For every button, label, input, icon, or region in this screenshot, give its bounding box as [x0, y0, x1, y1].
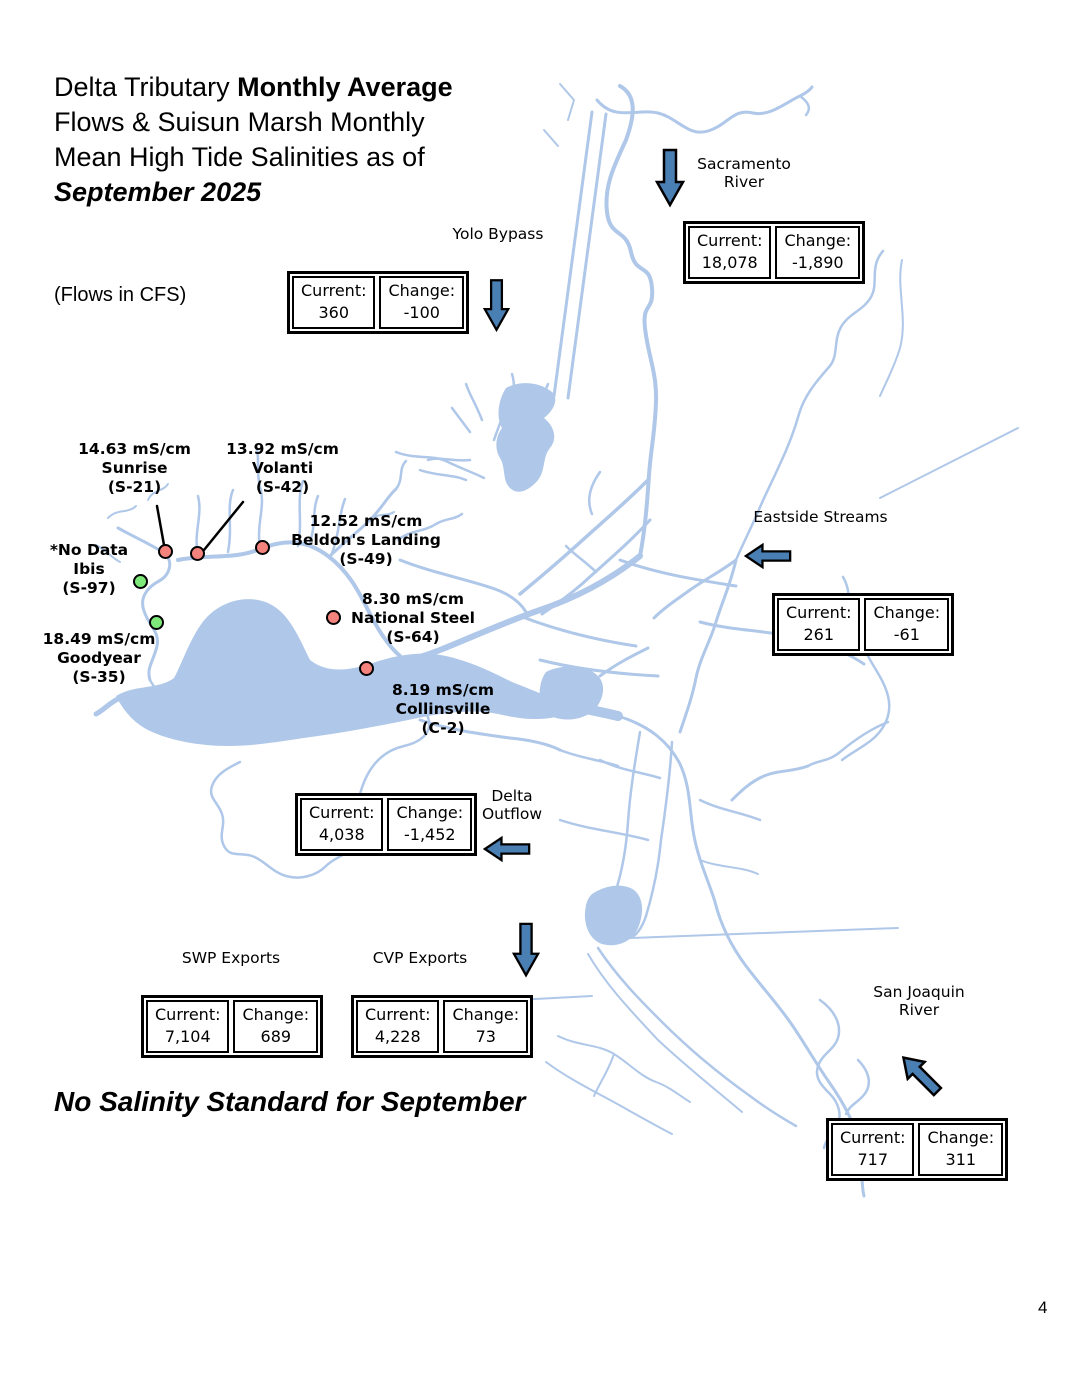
station-code: (C-2)	[421, 718, 465, 737]
current-value: 7,104	[164, 1026, 211, 1046]
current-label: Current:	[301, 281, 367, 300]
change-cell	[443, 1000, 528, 1053]
station-code: (S-97)	[62, 578, 116, 597]
current-label: Current:	[309, 803, 375, 822]
current-cell	[146, 1000, 229, 1053]
change-value: -1,452	[404, 824, 456, 844]
delta-outflow-flow-box	[295, 793, 477, 856]
title-line-1	[54, 70, 534, 105]
station-value: 18.49 mS/cm	[42, 630, 156, 648]
title-line-3: Mean High Tide Salinities as of	[54, 142, 425, 172]
change-label: Change:	[784, 231, 852, 250]
title-line-2: Flows & Suisun Marsh Monthly	[54, 107, 425, 137]
station-value: 12.52 mS/cm	[309, 512, 423, 530]
station-dot-volanti	[190, 546, 205, 561]
change-value: -1,890	[792, 252, 844, 272]
eastside-streams-label: Eastside Streams	[753, 508, 888, 526]
title-line-4: September 2025	[54, 177, 262, 207]
current-label: Current:	[155, 1005, 221, 1024]
station-value: *No Data	[49, 541, 129, 559]
station-name: Goodyear	[57, 648, 141, 667]
san-joaquin-river-flow-box	[826, 1118, 1008, 1181]
station-code: (S-21)	[107, 477, 162, 496]
delta-outflow-flow-arrow-left-icon	[483, 835, 531, 867]
current-cell	[688, 226, 771, 279]
eastside-streams-flow-box	[772, 593, 954, 656]
station-dot-sunrise	[158, 544, 173, 559]
yolo-bypass-flow-arrow-down-icon	[483, 278, 510, 337]
station-dot-collinsville	[359, 661, 374, 676]
sacramento-river-label: Sacramento River	[697, 155, 791, 192]
sacramento-river-flow-box	[683, 221, 865, 284]
title-part-normal: Delta Tributary	[54, 72, 238, 102]
current-label: Current:	[697, 231, 763, 250]
current-value: 4,228	[374, 1026, 421, 1046]
yolo-bypass-label: Yolo Bypass	[452, 225, 544, 243]
yolo-bypass-flow-box	[287, 271, 469, 334]
station-label-goodyear	[25, 630, 173, 687]
station-label-sunrise	[62, 440, 207, 497]
title-part-bold: Monthly Average	[237, 72, 453, 102]
current-cell	[356, 1000, 439, 1053]
change-label: Change:	[927, 1128, 995, 1147]
current-cell	[300, 798, 383, 851]
change-value: 311	[945, 1149, 977, 1169]
current-label: Current:	[840, 1128, 906, 1147]
change-label: Change:	[873, 603, 941, 622]
station-value: 14.63 mS/cm	[78, 440, 191, 458]
current-value: 360	[318, 302, 350, 322]
change-value: -100	[403, 302, 440, 322]
swp-exports-label: SWP Exports	[181, 949, 281, 967]
page-title	[54, 70, 534, 210]
change-label: Change:	[396, 803, 464, 822]
change-value: -61	[893, 624, 920, 644]
station-name: Volanti	[251, 458, 314, 477]
salinity-standard-footnote: No Salinity Standard for September	[54, 1086, 526, 1117]
station-value: 8.30 mS/cm	[362, 590, 464, 608]
station-code: (S-64)	[386, 627, 440, 646]
change-value: 689	[260, 1026, 292, 1046]
exports-flow-arrow-down-icon	[512, 922, 540, 982]
station-dot-national-steel	[326, 610, 341, 625]
station-name: Ibis	[73, 559, 105, 578]
change-cell	[233, 1000, 318, 1053]
cvp-exports-flow-box	[351, 995, 533, 1058]
station-value: 13.92 mS/cm	[226, 440, 339, 458]
san-joaquin-river-label: San Joaquin River	[873, 983, 965, 1020]
delta-outflow-label: Delta Outflow	[481, 787, 543, 824]
station-dot-ibis	[133, 574, 148, 589]
swp-exports-flow-box	[141, 995, 323, 1058]
change-cell	[918, 1123, 1003, 1176]
station-name: National Steel	[351, 608, 475, 627]
current-value: 4,038	[318, 824, 365, 844]
eastside-streams-flow-arrow-left-icon	[744, 541, 792, 575]
change-label: Change:	[452, 1005, 520, 1024]
current-cell	[292, 276, 375, 329]
station-label-national-steel	[322, 590, 504, 647]
current-cell	[831, 1123, 914, 1176]
station-value: 8.19 mS/cm	[392, 681, 494, 699]
current-value: 717	[857, 1149, 889, 1169]
change-value: 73	[475, 1026, 496, 1046]
change-cell	[387, 798, 472, 851]
station-code: (S-35)	[72, 667, 126, 686]
station-label-ibis	[33, 541, 145, 598]
station-dot-beldons-landing	[255, 540, 270, 555]
station-name: Beldon's Landing	[291, 530, 441, 549]
station-label-beldons-landing	[270, 512, 462, 569]
change-label: Change:	[242, 1005, 310, 1024]
change-cell	[775, 226, 860, 279]
cvp-exports-label: CVP Exports	[372, 949, 468, 967]
station-label-volanti	[210, 440, 355, 497]
change-cell	[864, 598, 949, 651]
current-value: 18,078	[701, 252, 758, 272]
current-label: Current:	[786, 603, 852, 622]
current-label: Current:	[365, 1005, 431, 1024]
change-label: Change:	[388, 281, 456, 300]
flows-units-note: (Flows in CFS)	[54, 284, 187, 306]
current-value: 261	[803, 624, 835, 644]
page-number: 4	[1038, 1298, 1048, 1317]
station-dot-goodyear	[149, 615, 164, 630]
station-name: Sunrise	[101, 458, 168, 477]
station-code: (S-42)	[255, 477, 310, 496]
station-label-collinsville	[353, 681, 533, 738]
station-name: Collinsville	[395, 699, 491, 718]
change-cell	[379, 276, 464, 329]
current-cell	[777, 598, 860, 651]
sacramento-river-flow-arrow-down-icon	[655, 147, 685, 213]
station-code: (S-49)	[339, 549, 393, 568]
